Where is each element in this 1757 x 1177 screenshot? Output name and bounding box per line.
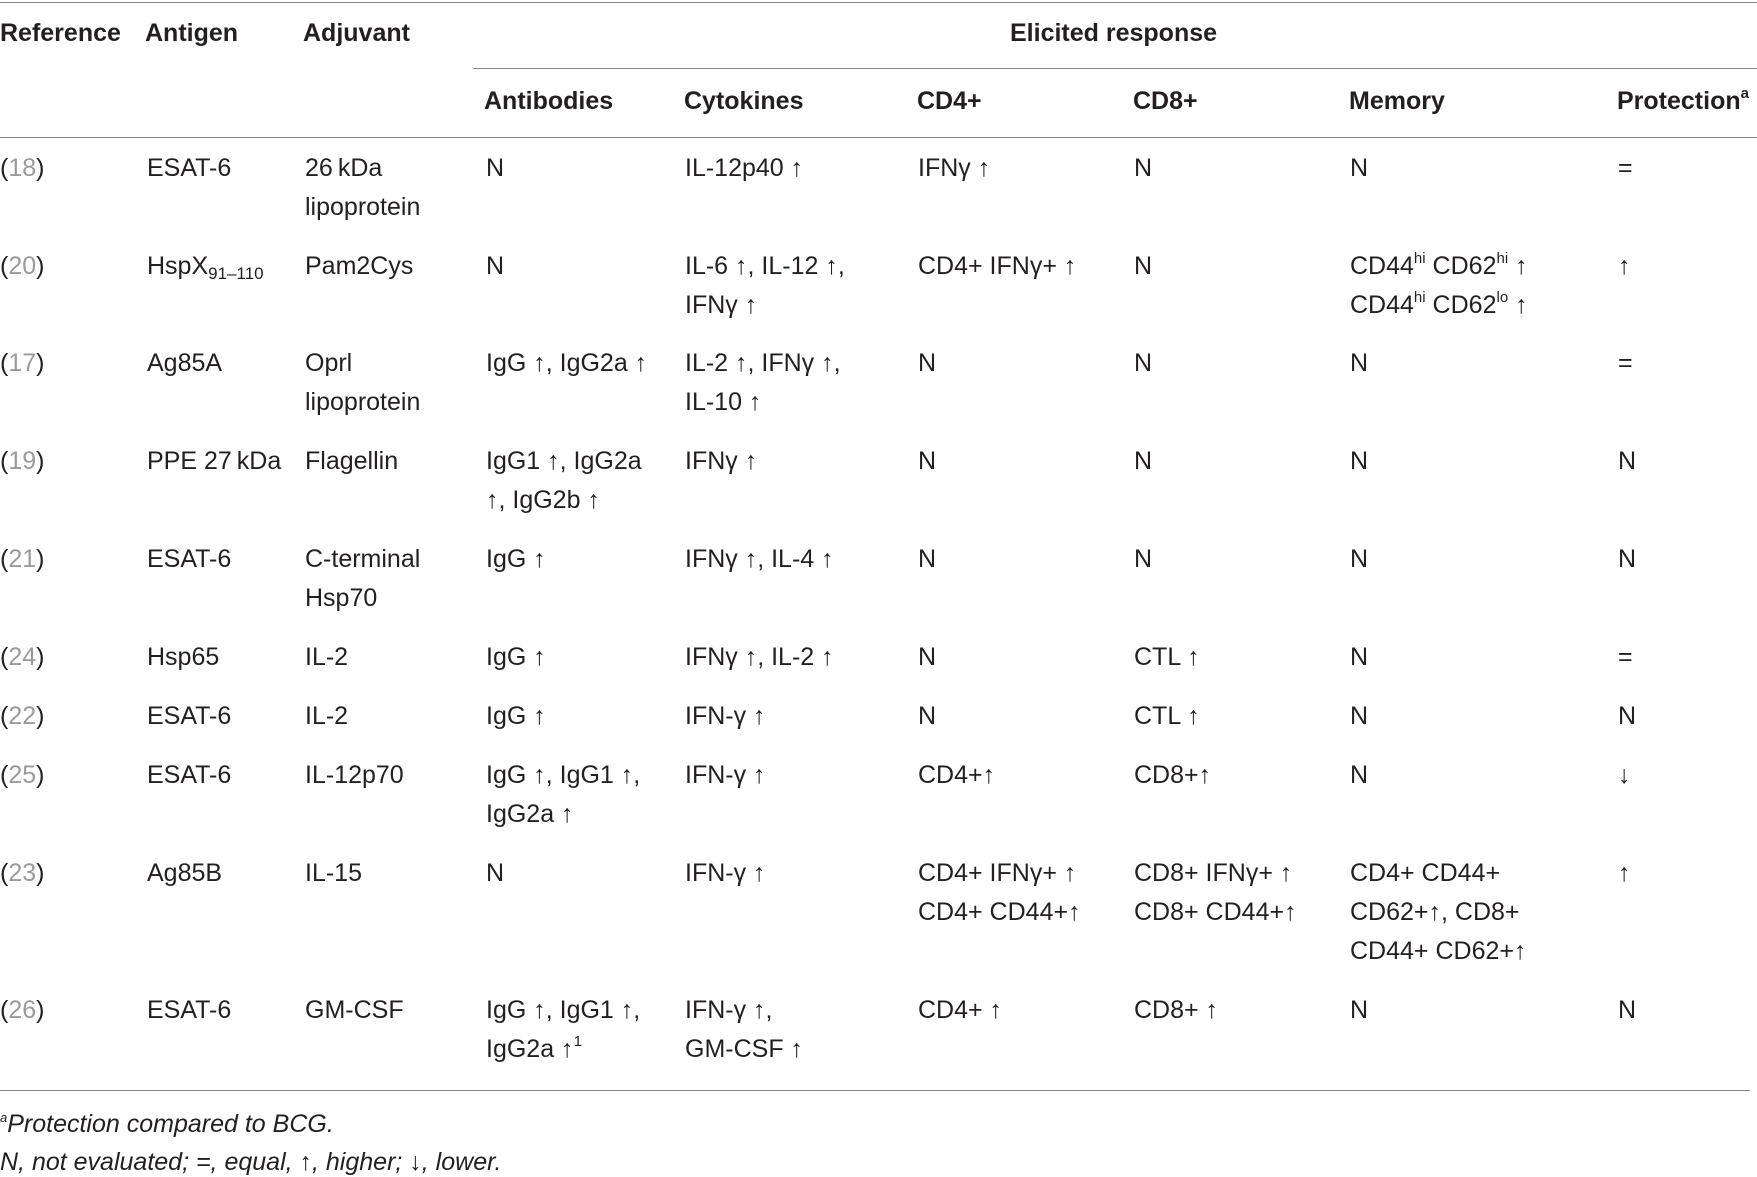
table-row-reference bbox=[0, 991, 44, 1030]
cytokines-cell: IFN-γ ↑ bbox=[685, 859, 766, 887]
cytokines-cell-line2: IFNγ ↑ bbox=[685, 291, 758, 319]
memory-text: ↑ bbox=[1508, 252, 1528, 280]
reference-link[interactable]: 22 bbox=[8, 702, 37, 730]
paren-close: ) bbox=[36, 252, 45, 280]
paren-close: ) bbox=[36, 643, 45, 671]
footnote-a bbox=[0, 1110, 334, 1139]
cd8-cell: CTL ↑ bbox=[1134, 643, 1200, 671]
memory-cell: N bbox=[1350, 996, 1369, 1024]
cytokines-cell-line2: GM-CSF ↑ bbox=[685, 1035, 804, 1063]
antibodies-footnote-mark: 1 bbox=[573, 1033, 582, 1050]
footnote-legend: N, not evaluated; =, equal, ↑, higher; ↓, lower. bbox=[0, 1148, 502, 1176]
cd8-cell: N bbox=[1134, 252, 1153, 280]
antibodies-cell: IgG ↑ bbox=[486, 702, 546, 730]
paren-close: ) bbox=[36, 761, 45, 789]
cd8-cell: N bbox=[1134, 545, 1153, 573]
cytokines-cell: IFNγ ↑ bbox=[685, 447, 758, 475]
col-header-cytokines: Cytokines bbox=[684, 87, 804, 115]
memory-cell: N bbox=[1350, 447, 1369, 475]
cd8-cell: N bbox=[1134, 154, 1153, 182]
reference-link[interactable]: 19 bbox=[8, 447, 37, 475]
memory-cell-line3: CD44+ CD62+↑ bbox=[1350, 937, 1527, 965]
adjuvant-cell: IL-2 bbox=[305, 643, 349, 671]
adjuvant-cell-line2: lipoprotein bbox=[305, 388, 421, 416]
cd8-cell: N bbox=[1134, 349, 1153, 377]
adjuvant-cell-line2: lipoprotein bbox=[305, 193, 421, 221]
memory-cell: N bbox=[1350, 643, 1369, 671]
antibodies-cell: N bbox=[486, 859, 505, 887]
memory-cell: N bbox=[1350, 349, 1369, 377]
table-row-reference bbox=[0, 638, 44, 677]
protection-cell: = bbox=[1618, 643, 1633, 671]
antigen-cell: Hsp65 bbox=[147, 643, 220, 671]
cytokines-cell: IL-2 ↑, IFNγ ↑, bbox=[685, 349, 841, 377]
cd8-cell: CD8+↑ bbox=[1134, 761, 1212, 789]
cd4-cell: CD4+ IFNγ+ ↑ bbox=[918, 252, 1077, 280]
memory-sup: hi bbox=[1496, 250, 1509, 267]
protection-footnote-mark: a bbox=[1740, 85, 1749, 102]
antibodies-cell: IgG ↑, IgG1 ↑, bbox=[486, 996, 641, 1024]
cd8-cell: CD8+ ↑ bbox=[1134, 996, 1219, 1024]
cd4-cell-line2: CD4+ CD44+↑ bbox=[918, 898, 1081, 926]
col-header-protection bbox=[1617, 82, 1749, 121]
antibodies-cell-line2: ↑, IgG2b ↑ bbox=[486, 486, 600, 514]
adjuvant-cell: GM-CSF bbox=[305, 996, 404, 1024]
antibodies-cell: N bbox=[486, 252, 505, 280]
table-row-reference bbox=[0, 756, 44, 795]
elicited-rule bbox=[473, 68, 1757, 69]
cytokines-cell: IFN-γ ↑, bbox=[685, 996, 773, 1024]
paren-open: ( bbox=[0, 859, 9, 887]
antigen-cell bbox=[147, 247, 264, 286]
memory-cell: N bbox=[1350, 545, 1369, 573]
adjuvant-cell: 26 kDa bbox=[305, 154, 383, 182]
antigen-cell: Ag85A bbox=[147, 349, 223, 377]
antibodies-cell: IgG1 ↑, IgG2a bbox=[486, 447, 642, 475]
cd4-cell: IFNγ ↑ bbox=[918, 154, 991, 182]
cytokines-cell: IFNγ ↑, IL-2 ↑ bbox=[685, 643, 834, 671]
table-row-reference bbox=[0, 344, 44, 383]
protection-cell: N bbox=[1618, 702, 1637, 730]
antibodies-cell: IgG ↑, IgG2a ↑ bbox=[486, 349, 648, 377]
cytokines-cell: IFN-γ ↑ bbox=[685, 761, 766, 789]
top-rule bbox=[0, 2, 1757, 3]
cd4-cell: N bbox=[918, 545, 937, 573]
cytokines-cell-line2: IL-10 ↑ bbox=[685, 388, 762, 416]
memory-text: CD44 bbox=[1350, 291, 1414, 319]
memory-text: CD62 bbox=[1425, 252, 1497, 280]
paren-close: ) bbox=[36, 996, 45, 1024]
antibodies-cell: N bbox=[486, 154, 505, 182]
protection-label: Protection bbox=[1617, 87, 1741, 115]
col-header-antigen: Antigen bbox=[145, 19, 239, 47]
antibodies-cell: IgG ↑ bbox=[486, 545, 546, 573]
cd4-cell: CD4+ ↑ bbox=[918, 996, 1003, 1024]
cd8-cell: CD8+ IFNγ+ ↑ bbox=[1134, 859, 1293, 887]
memory-text: CD62 bbox=[1425, 291, 1497, 319]
antibodies-cell: IgG ↑, IgG1 ↑, bbox=[486, 761, 641, 789]
memory-cell: CD4+ CD44+ bbox=[1350, 859, 1501, 887]
antigen-cell: ESAT-6 bbox=[147, 996, 232, 1024]
cd4-cell: N bbox=[918, 447, 937, 475]
protection-cell: ↓ bbox=[1618, 761, 1631, 789]
reference-link[interactable]: 25 bbox=[8, 761, 37, 789]
paren-open: ( bbox=[0, 643, 9, 671]
protection-cell: N bbox=[1618, 996, 1637, 1024]
antibodies-text: IgG2a ↑ bbox=[486, 1035, 574, 1063]
paren-open: ( bbox=[0, 252, 9, 280]
antibodies-cell-line2: IgG2a ↑ bbox=[486, 800, 574, 828]
protection-cell: N bbox=[1618, 447, 1637, 475]
protection-cell: = bbox=[1618, 349, 1633, 377]
memory-cell-line2: CD62+↑, CD8+ bbox=[1350, 898, 1520, 926]
table-row-reference bbox=[0, 854, 44, 893]
adjuvant-cell: IL-15 bbox=[305, 859, 362, 887]
cd4-cell: N bbox=[918, 702, 937, 730]
reference-link[interactable]: 20 bbox=[8, 252, 37, 280]
footnote-mark: a bbox=[0, 1110, 8, 1125]
antibodies-cell-line2 bbox=[486, 1030, 582, 1069]
table-row-reference bbox=[0, 540, 44, 579]
paren-close: ) bbox=[36, 447, 45, 475]
table-bottom-rule bbox=[0, 1090, 1750, 1091]
reference-link[interactable]: 21 bbox=[8, 545, 37, 573]
cd8-cell: N bbox=[1134, 447, 1153, 475]
memory-text: ↑ bbox=[1508, 291, 1528, 319]
antigen-cell: ESAT-6 bbox=[147, 702, 232, 730]
paren-close: ) bbox=[36, 349, 45, 377]
cd8-cell-line2: CD8+ CD44+↑ bbox=[1134, 898, 1297, 926]
paren-close: ) bbox=[36, 154, 45, 182]
reference-link[interactable]: 26 bbox=[8, 996, 37, 1024]
col-header-antibodies: Antibodies bbox=[484, 87, 614, 115]
paren-open: ( bbox=[0, 996, 9, 1024]
protection-cell: ↑ bbox=[1618, 252, 1631, 280]
antigen-subscript: 91–110 bbox=[208, 264, 264, 283]
memory-cell: N bbox=[1350, 702, 1369, 730]
paren-open: ( bbox=[0, 545, 9, 573]
antibodies-cell: IgG ↑ bbox=[486, 643, 546, 671]
paren-close: ) bbox=[36, 702, 45, 730]
cytokines-cell: IL-6 ↑, IL-12 ↑, bbox=[685, 252, 845, 280]
antigen-cell: PPE 27 kDa bbox=[147, 447, 282, 475]
cytokines-cell: IFNγ ↑, IL-4 ↑ bbox=[685, 545, 834, 573]
col-header-cd8: CD8+ bbox=[1133, 87, 1198, 115]
col-header-adjuvant: Adjuvant bbox=[303, 19, 410, 47]
memory-sup: hi bbox=[1413, 250, 1426, 267]
memory-cell bbox=[1350, 247, 1528, 286]
header-bottom-rule bbox=[0, 137, 1757, 138]
paren-close: ) bbox=[36, 545, 45, 573]
cd4-cell: CD4+↑ bbox=[918, 761, 996, 789]
cd8-cell: CTL ↑ bbox=[1134, 702, 1200, 730]
table-row-reference bbox=[0, 697, 44, 736]
cd4-cell: CD4+ IFNγ+ ↑ bbox=[918, 859, 1077, 887]
memory-sup: hi bbox=[1413, 289, 1426, 306]
paren-open: ( bbox=[0, 761, 9, 789]
memory-text: CD44 bbox=[1350, 252, 1414, 280]
cd4-cell: N bbox=[918, 643, 937, 671]
reference-link[interactable]: 24 bbox=[8, 643, 37, 671]
paren-open: ( bbox=[0, 349, 9, 377]
adjuvant-cell: IL-12p70 bbox=[305, 761, 404, 789]
adjuvant-cell: Flagellin bbox=[305, 447, 399, 475]
protection-cell: ↑ bbox=[1618, 859, 1631, 887]
table-row-reference bbox=[0, 149, 44, 188]
reference-link[interactable]: 18 bbox=[8, 154, 37, 182]
memory-cell: N bbox=[1350, 154, 1369, 182]
adjuvant-cell: Pam2Cys bbox=[305, 252, 414, 280]
antigen-cell: ESAT-6 bbox=[147, 154, 232, 182]
adjuvant-cell: C-terminal bbox=[305, 545, 421, 573]
col-header-elicited-response: Elicited response bbox=[1010, 19, 1218, 47]
adjuvant-cell: Oprl bbox=[305, 349, 353, 377]
paren-open: ( bbox=[0, 447, 9, 475]
adjuvant-cell-line2: Hsp70 bbox=[305, 584, 378, 612]
protection-cell: N bbox=[1618, 545, 1637, 573]
cd4-cell: N bbox=[918, 349, 937, 377]
footnote-a-text: Protection compared to BCG. bbox=[7, 1110, 334, 1138]
antigen-cell: Ag85B bbox=[147, 859, 223, 887]
table-row-reference bbox=[0, 442, 44, 481]
cytokines-cell: IFN-γ ↑ bbox=[685, 702, 766, 730]
antigen-cell: ESAT-6 bbox=[147, 545, 232, 573]
antigen-name: HspX bbox=[147, 252, 209, 280]
memory-sup: lo bbox=[1496, 289, 1509, 306]
antigen-cell: ESAT-6 bbox=[147, 761, 232, 789]
paren-open: ( bbox=[0, 702, 9, 730]
col-header-cd4: CD4+ bbox=[917, 87, 982, 115]
col-header-reference: Reference bbox=[0, 19, 121, 47]
table-row-reference bbox=[0, 247, 44, 286]
protection-cell: = bbox=[1618, 154, 1633, 182]
reference-link[interactable]: 23 bbox=[8, 859, 37, 887]
cytokines-cell: IL-12p40 ↑ bbox=[685, 154, 804, 182]
paren-open: ( bbox=[0, 154, 9, 182]
memory-cell-line2 bbox=[1350, 286, 1528, 325]
memory-cell: N bbox=[1350, 761, 1369, 789]
paren-close: ) bbox=[36, 859, 45, 887]
reference-link[interactable]: 17 bbox=[8, 349, 37, 377]
col-header-memory: Memory bbox=[1349, 87, 1445, 115]
adjuvant-cell: IL-2 bbox=[305, 702, 349, 730]
